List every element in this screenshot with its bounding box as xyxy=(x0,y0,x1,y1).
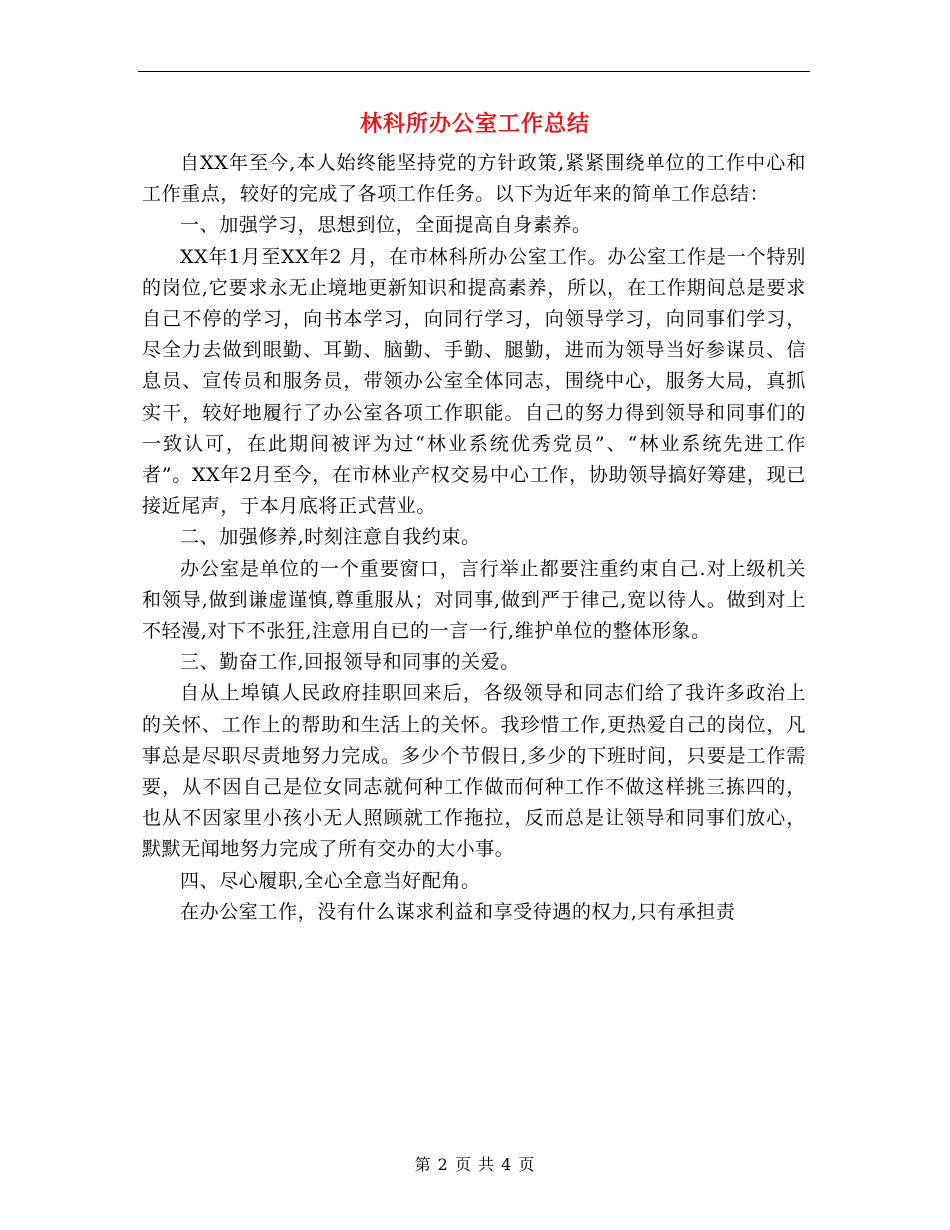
page-number-footer: 第 2 页 共 4 页 xyxy=(414,1155,536,1174)
paragraph-section-1: XX年1月至XX年2 月，在市林科所办公室工作。办公室工作是一个特别的岗位,它要求永无止境地更新知识和提高素养，所以，在工作期间总是要求自己不停的学习，向书本学习，向同行学习，向领导学习，向同事们学习，尽全力去做到眼勤、耳勤、脑勤、手勤、腿勤，进而为领导当好参谋员、信息员、宣传员和服务员，带领办公室全体同志，围绕中心，服务大局，真抓实干，较好地履行了办公室各项工作职能。自己的努力得到领导和同事们的一致认可，在此期间被评为过“林业系统优秀党员”、“林业系统先进工作者”。XX年2月至今，在市林业产权交易中心工作，协助领导搞好筹建，现已接近尾声，于本月底将正式营业。 xyxy=(142,245,806,518)
section-heading-3: 三、勤奋工作,回报领导和同事的关爱。 xyxy=(180,651,520,674)
section-heading-1: 一、加强学习，思想到位，全面提高自身素养。 xyxy=(180,214,592,237)
paragraph-intro: 自XX年至今,本人始终能坚持党的方针政策,紧紧围绕单位的工作中心和工作重点，较好的完成了各项工作任务。以下为近年来的简单工作总结： xyxy=(142,152,806,206)
section-heading-2: 二、加强修养,时刻注意自我约束。 xyxy=(180,526,481,549)
section-heading-4: 四、尽心履职,全心全意当好配角。 xyxy=(180,869,481,892)
paragraph-section-3: 自从上埠镇人民政府挂职回来后，各级领导和同志们给了我许多政治上的关怀、工作上的帮助和生活上的关怀。我珍惜工作,更热爱自己的岗位，凡事总是尽职尽责地努力完成。多少个节假日,多少的下班时间，只要是工作需要，从不因自己是位女同志就何种工作做而何种工作不做这样挑三拣四的，也从不因家里小孩小无人照顾就工作拖拉，反而总是让领导和同事们放心，默默无闻地努力完成了所有交办的大小事。 xyxy=(142,682,806,861)
document-title: 林科所办公室工作总结 xyxy=(359,112,590,137)
paragraph-section-4: 在办公室工作，没有什么谋求利益和享受待遇的权力,只有承担责 xyxy=(180,900,736,923)
header-rule xyxy=(138,71,810,72)
paragraph-section-2: 办公室是单位的一个重要窗口，言行举止都要注重约束自己.对上级机关和领导,做到谦虚谨慎,尊重服从；对同事,做到严于律己,宽以待人。做到对上不轻漫,对下不张狂,注意用自已的一言一行,维护单位的整体形象。 xyxy=(142,557,806,643)
document-body xyxy=(142,148,806,928)
